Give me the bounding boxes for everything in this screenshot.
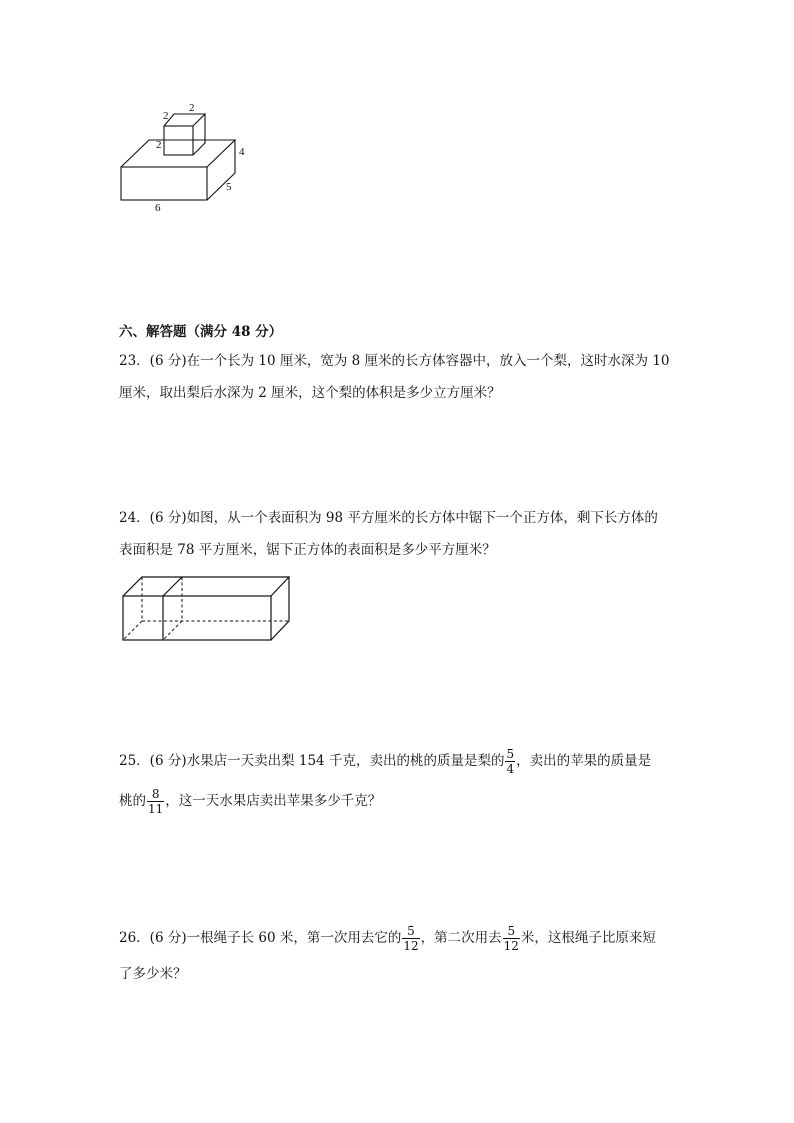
q25-text-1b: ，卖出的苹果的质量是: [516, 753, 652, 769]
label-cube-side-left: 2: [163, 110, 169, 122]
q23-line-2: 厘米，取出梨后水深为 2 厘米，这个梨的体积是多少立方厘米？: [119, 385, 501, 401]
q26-text-1a: 26．(6 分)一根绳子长 60 米，第一次用去它的: [119, 930, 402, 946]
q25-text-1a: 25．(6 分)水果店一天卖出梨 154 千克，卖出的桃的质量是梨的: [119, 753, 505, 769]
base-top-face: [121, 140, 235, 167]
q25-line-1: [119, 745, 684, 777]
cube-top-face: [164, 114, 205, 126]
q26-text-1c: 米，这根绳子比原来短: [520, 930, 656, 946]
outer-front-face: [123, 596, 271, 640]
q24-line-2: 表面积是 78 平方厘米，锯下正方体的表面积是多少平方厘米？: [119, 542, 496, 558]
cut-top-edge: [163, 577, 182, 596]
q26-frac2-numerator: 5: [507, 923, 516, 938]
question-25: [119, 745, 684, 817]
question-24: [119, 502, 684, 566]
q26-line-1: [119, 922, 684, 954]
section-title: 六、解答题（满分 48 分）: [119, 324, 283, 340]
q26-fraction-5-12-second: [503, 924, 520, 953]
q25-frac2-denominator: 11: [148, 801, 164, 816]
outer-top-face: [123, 577, 289, 596]
q26-fraction-5-12-first: [402, 924, 419, 953]
label-cube-top: 2: [189, 102, 195, 114]
q25-text-2a: 桃的: [119, 793, 146, 809]
cuboid-cut-figure: [118, 572, 294, 644]
q25-fraction-5-4: [505, 747, 515, 776]
q25-text-2b: ，这一天水果店卖出苹果多少千克？: [165, 793, 382, 809]
q25-line-2: [119, 785, 684, 817]
label-base-height: 4: [239, 146, 245, 158]
hidden-cut-depth-edge: [163, 621, 182, 640]
q24-line-1: 24．(6 分)如图，从一个表面积为 98 平方厘米的长方体中锯下一个正方体，剩下长方体的: [119, 510, 658, 526]
label-base-depth: 5: [226, 181, 232, 193]
q23-line-1: 23．(6 分)在一个长为 10 厘米，宽为 8 厘米的长方体容器中，放入一个梨，这时水深为 10: [119, 353, 670, 369]
label-cube-side-front: 2: [156, 139, 162, 151]
q26-frac1-denominator: 12: [403, 938, 419, 953]
q25-fraction-8-11: [147, 787, 164, 816]
base-front-face: [121, 167, 207, 200]
q26-frac1-numerator: 5: [407, 923, 415, 938]
question-23: [119, 345, 684, 409]
question-26: [119, 922, 684, 990]
label-base-length: 6: [155, 202, 161, 214]
q26-line-2: 了多少米？: [119, 966, 187, 982]
q26-text-1b: ，第二次用去: [420, 930, 502, 946]
q26-frac2-denominator: 12: [503, 938, 519, 953]
q25-frac2-numerator: 8: [151, 786, 160, 801]
q25-frac1-numerator: 5: [506, 746, 515, 761]
hidden-depth-edge-left: [123, 621, 142, 640]
q25-frac1-denominator: 4: [506, 761, 515, 776]
cube-on-cuboid-figure: [112, 98, 252, 216]
